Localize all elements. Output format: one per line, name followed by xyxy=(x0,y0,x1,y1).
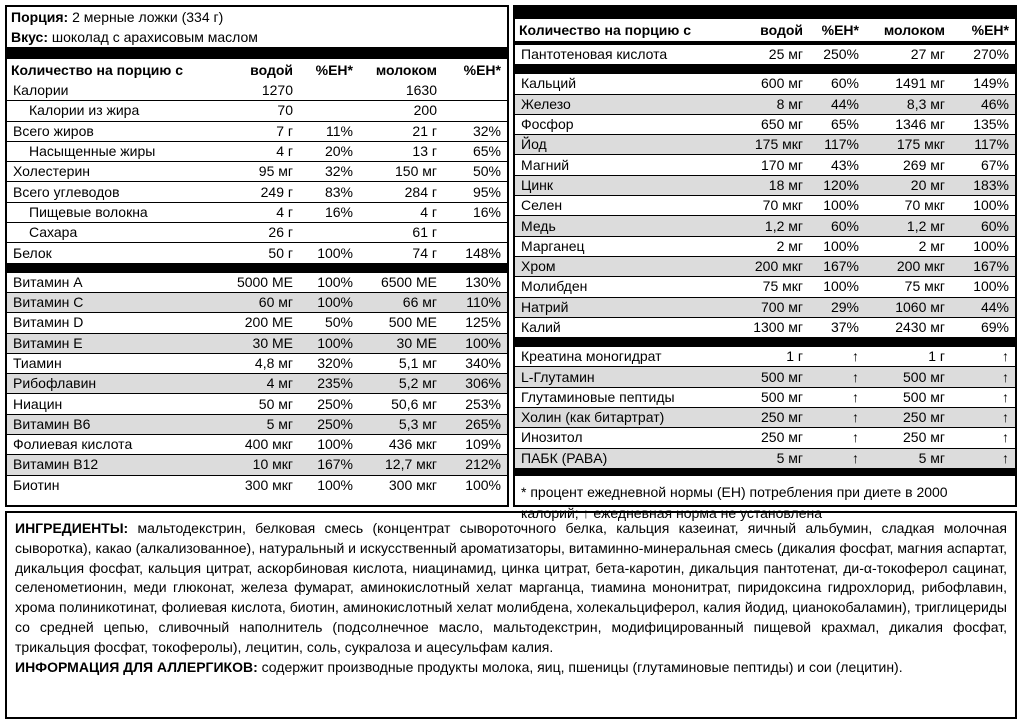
daily-value: 43% xyxy=(830,156,859,173)
daily-value: 167% xyxy=(809,257,865,276)
nutrient-name: Биотин xyxy=(13,476,60,493)
amount-water: 1,2 мг xyxy=(733,216,809,235)
nutrient-row xyxy=(7,293,507,312)
minerals-table xyxy=(515,74,1015,337)
daily-value: 212% xyxy=(443,455,507,474)
daily-value: 250% xyxy=(317,395,353,412)
amount-water: 1300 мг xyxy=(753,319,803,335)
daily-value: 100% xyxy=(317,476,353,493)
daily-value: 60% xyxy=(830,75,859,92)
amount-milk: 4 г xyxy=(420,203,437,220)
daily-value: 44% xyxy=(951,298,1015,317)
daily-value: 100% xyxy=(465,476,501,493)
amount-milk: 284 г xyxy=(404,183,437,200)
nutrient-name: Фолиевая кислота xyxy=(13,436,133,453)
daily-value: 250% xyxy=(299,415,359,434)
nutrient-name: Холестерин xyxy=(13,163,90,180)
daily-value xyxy=(443,101,507,120)
amount-water: 30 МЕ xyxy=(219,334,299,353)
thick-divider xyxy=(515,337,1015,347)
nutrient-row xyxy=(7,334,507,353)
nutrition-panel-left xyxy=(5,5,509,507)
nutrient-name: Калий xyxy=(521,319,561,335)
amount-water: 70 xyxy=(277,102,293,119)
daily-value: 16% xyxy=(472,203,501,220)
daily-value xyxy=(443,223,507,242)
amount-water: 1 г xyxy=(786,348,803,365)
amount-water: 4 г xyxy=(276,143,293,160)
column-header: Количество на порцию с водой %ЕН* молоком %ЕН* xyxy=(11,62,501,78)
amount-milk: 5,2 мг xyxy=(359,374,443,393)
serving-size: Порция: 2 мерные ложки (334 г) xyxy=(11,9,224,25)
nutrient-row xyxy=(7,455,507,474)
nutrient-name: Сахара xyxy=(29,224,78,241)
nutrient-row xyxy=(515,277,1015,296)
nutrient-name: Ниацин xyxy=(13,395,63,412)
daily-value: 110% xyxy=(443,293,507,312)
nutrient-name: Пантотеновая кислота xyxy=(521,46,668,63)
nutrient-row xyxy=(7,354,507,373)
nutrient-name: Хром xyxy=(515,257,733,276)
daily-value: 100% xyxy=(973,278,1009,295)
daily-value: 11% xyxy=(326,122,353,139)
amount-milk: 250 мг xyxy=(865,408,951,427)
nutrient-name: Железо xyxy=(515,95,733,114)
pantothenic-table xyxy=(515,45,1015,64)
amount-milk: 1,2 мг xyxy=(865,216,951,235)
nutrient-name: Всего жиров xyxy=(13,122,94,139)
nutrient-row xyxy=(7,101,507,120)
amount-water: 170 мг xyxy=(761,156,803,173)
allergy-label: ИНФОРМАЦИЯ ДЛЯ АЛЛЕРГИКОВ: xyxy=(15,658,258,675)
amount-water: 650 мг xyxy=(761,116,803,133)
daily-value: 250% xyxy=(823,46,859,63)
daily-value: 100% xyxy=(317,244,353,261)
amount-milk: 20 мг xyxy=(865,176,951,195)
amount-water: 249 г xyxy=(260,183,293,200)
daily-value: 65% xyxy=(472,143,501,160)
amount-milk: 500 МЕ xyxy=(388,314,437,331)
daily-value: 100% xyxy=(973,197,1009,214)
daily-value: 149% xyxy=(973,75,1009,92)
nutrient-name: Рибофлавин xyxy=(7,374,219,393)
nutrient-name: Калории из жира xyxy=(29,102,140,119)
daily-value: 183% xyxy=(951,176,1015,195)
amount-water: 7 г xyxy=(276,122,293,139)
amount-water: 2 мг xyxy=(776,237,803,254)
daily-value: 16% xyxy=(324,203,353,220)
daily-value: 109% xyxy=(465,436,501,453)
amount-milk: 66 мг xyxy=(359,293,443,312)
amount-water: 50 г xyxy=(268,244,293,261)
daily-value: 125% xyxy=(465,314,501,331)
ingredients-text: мальтодекстрин, белковая смесь (концентрат сывороточного белка, кальция казеинат, яичный альбумин, сладкая молочная сыворотка), какао (алкализованное), натуральный и искусственный ароматизаторы, витаминно-минеральная смесь (дикалия фосфат, магния аспартат, дикальция фосфат, кальция цитрат, аскорбиновая кислота, ниацинамид, цинка цитрат, бета-каротин, дикальция пантотенат, ди-α-токоферол сацинат, селенометионин, меди глюконат, железа фумарат, аминокислотный хелат марганца, тиамина мононитрат, пиридоксина гидрохлорид, рибофлавин, хрома полиникотинат, фолиевая кислота, биотин, аминокислотный хелат молибдена, холекальциферол, калия йодид, цианокобаламин), триглицериды со средней цепью, сливочный наполнитель (подсолнечное масло, мальтодекстрин, модифицированный пищевой крахмал, дикалия фосфат, трикальция фосфат, токоферолы), лецитин, соль, сукралоза и ацесульфам калия. xyxy=(15,520,1007,655)
daily-value: 235% xyxy=(299,374,359,393)
daily-value: 130% xyxy=(465,273,501,290)
amount-milk: 1630 xyxy=(405,82,437,99)
amount-water: 8 мг xyxy=(733,95,809,114)
daily-value: 69% xyxy=(980,319,1009,335)
nutrient-row xyxy=(515,155,1015,174)
supplements-table xyxy=(515,347,1015,468)
amount-milk: 500 мг xyxy=(865,367,951,386)
nutrient-row xyxy=(515,216,1015,235)
daily-value: ↑ xyxy=(852,429,859,446)
daily-value: 60% xyxy=(809,216,865,235)
daily-value: ↑ xyxy=(852,348,859,365)
daily-value: 270% xyxy=(973,46,1009,63)
amount-water: 10 мкг xyxy=(219,455,299,474)
nutrient-name: Пищевые волокна xyxy=(29,203,148,220)
daily-value: 20% xyxy=(324,143,353,160)
nutrient-name: Йод xyxy=(515,135,733,154)
amount-milk: 13 г xyxy=(412,143,437,160)
nutrient-name: Медь xyxy=(515,216,733,235)
nutrient-row xyxy=(7,223,507,242)
amount-water: 95 мг xyxy=(258,163,293,180)
daily-value xyxy=(299,81,359,100)
amount-water: 70 мкг xyxy=(762,197,803,214)
daily-value: 37% xyxy=(830,319,859,335)
nutrient-name: Витамин C xyxy=(7,293,219,312)
nutrition-table-left xyxy=(7,59,507,263)
amount-milk: 1491 мг xyxy=(895,75,945,92)
daily-value xyxy=(299,223,359,242)
amount-milk: 21 г xyxy=(412,122,437,139)
amount-milk: 200 мкг xyxy=(865,257,951,276)
nutrient-row xyxy=(515,318,1015,337)
amount-water: 75 мкг xyxy=(762,278,803,295)
nutrient-name: L-Глутамин xyxy=(515,367,733,386)
amount-water: 5 мг xyxy=(219,415,299,434)
nutrient-row xyxy=(7,313,507,332)
daily-value: 32% xyxy=(472,122,501,139)
amount-milk: 250 мг xyxy=(903,429,945,446)
amount-water: 250 мг xyxy=(733,408,809,427)
nutrient-name: Белок xyxy=(13,244,52,261)
amount-milk: 1 г xyxy=(928,348,945,365)
thick-divider xyxy=(515,64,1015,74)
daily-value: ↑ xyxy=(809,408,865,427)
daily-value: ↑ xyxy=(951,449,1015,468)
daily-value: ↑ xyxy=(951,367,1015,386)
daily-value: ↑ xyxy=(809,449,865,468)
nutrient-name: Марганец xyxy=(521,237,585,254)
flavor: Вкус: шоколад с арахисовым маслом xyxy=(11,29,258,45)
nutrient-row xyxy=(515,367,1015,386)
amount-milk: 12,7 мкг xyxy=(359,455,443,474)
amount-milk: 1346 мг xyxy=(895,116,945,133)
daily-value: 100% xyxy=(317,273,353,290)
nutrient-name: Насыщенные жиры xyxy=(29,143,156,160)
amount-water: 18 мг xyxy=(733,176,809,195)
thick-divider xyxy=(7,47,507,59)
amount-water: 600 мг xyxy=(761,75,803,92)
nutrient-name: Молибден xyxy=(521,278,588,295)
nutrient-name: ПАБК (PABA) xyxy=(515,449,733,468)
daily-value: 120% xyxy=(809,176,865,195)
daily-value: 95% xyxy=(472,183,501,200)
ingredients xyxy=(15,519,1007,658)
daily-value: 265% xyxy=(443,415,507,434)
amount-water: 1270 xyxy=(261,82,293,99)
amount-milk: 2 мг xyxy=(918,237,945,254)
column-header: Количество на порцию с водой %ЕН* молоком %ЕН* xyxy=(519,22,1009,38)
amount-water: 500 мг xyxy=(761,388,803,405)
daily-value: 253% xyxy=(465,395,501,412)
amount-milk: 150 мг xyxy=(395,163,437,180)
ingredients-label: ИНГРЕДИЕНТЫ: xyxy=(15,520,129,536)
nutrient-name: Всего углеводов xyxy=(13,183,120,200)
nutrient-name: Тиамин xyxy=(13,355,62,371)
daily-value: 65% xyxy=(830,116,859,133)
nutrient-row xyxy=(515,449,1015,468)
nutrient-name: Витамин B12 xyxy=(7,455,219,474)
nutrient-name: Глутаминовые пептиды xyxy=(521,388,675,405)
amount-water: 5000 МЕ xyxy=(236,273,293,290)
amount-milk: 74 г xyxy=(412,244,437,261)
vitamins-table xyxy=(7,273,507,495)
ingredients-panel xyxy=(5,511,1017,719)
nutrient-row xyxy=(7,182,507,201)
daily-value: 100% xyxy=(973,237,1009,254)
daily-value: 29% xyxy=(809,298,865,317)
thick-divider xyxy=(515,7,1015,19)
nutrient-row xyxy=(7,435,507,454)
amount-water: 400 мкг xyxy=(244,436,293,453)
nutrient-row xyxy=(515,298,1015,317)
daily-value: 100% xyxy=(823,278,859,295)
nutrient-name: Витамин E xyxy=(7,334,219,353)
nutrient-name: Инозитол xyxy=(521,429,583,446)
nutrient-row xyxy=(515,237,1015,256)
daily-value: ↑ xyxy=(852,388,859,405)
amount-milk: 1060 мг xyxy=(865,298,951,317)
nutrient-name: Селен xyxy=(521,197,563,214)
nutrient-row xyxy=(515,347,1015,366)
daily-value: 117% xyxy=(951,135,1015,154)
amount-water: 60 мг xyxy=(219,293,299,312)
amount-water: 4 г xyxy=(276,203,293,220)
nutrient-row xyxy=(515,74,1015,93)
daily-value: ↑ xyxy=(1002,429,1009,446)
nutrient-row xyxy=(515,176,1015,195)
nutrient-name: Креатина моногидрат xyxy=(521,348,662,365)
daily-value: 44% xyxy=(809,95,865,114)
daily-value: 167% xyxy=(951,257,1015,276)
daily-value xyxy=(443,81,507,100)
nutrient-name: Калории xyxy=(13,82,69,99)
amount-milk: 300 мкг xyxy=(388,476,437,493)
nutrient-row xyxy=(515,408,1015,427)
amount-water: 175 мкг xyxy=(733,135,809,154)
daily-value: 100% xyxy=(823,197,859,214)
daily-value: 46% xyxy=(951,95,1015,114)
amount-milk: 50,6 мг xyxy=(391,395,437,412)
amount-water: 50 мг xyxy=(258,395,293,412)
daily-value: 60% xyxy=(951,216,1015,235)
amount-water: 26 г xyxy=(268,224,293,241)
nutrient-row xyxy=(7,162,507,181)
amount-milk: 269 мг xyxy=(903,156,945,173)
daily-value: 100% xyxy=(443,334,507,353)
daily-value: 340% xyxy=(465,355,501,371)
daily-value: 306% xyxy=(443,374,507,393)
daily-value: ↑ xyxy=(1002,388,1009,405)
daily-value: 100% xyxy=(823,237,859,254)
amount-water: 200 мкг xyxy=(733,257,809,276)
nutrient-row xyxy=(515,428,1015,447)
daily-value: 83% xyxy=(324,183,353,200)
amount-milk: 8,3 мг xyxy=(865,95,951,114)
nutrient-name: Магний xyxy=(521,156,570,173)
amount-milk: 5,3 мг xyxy=(359,415,443,434)
nutrient-name: Витамин B6 xyxy=(7,415,219,434)
amount-water: 5 мг xyxy=(733,449,809,468)
amount-milk: 500 мг xyxy=(903,388,945,405)
nutrient-name: Витамин D xyxy=(13,314,84,331)
nutrient-row xyxy=(515,388,1015,407)
nutrition-table-right xyxy=(515,19,1015,41)
amount-milk: 30 МЕ xyxy=(359,334,443,353)
daily-value: 148% xyxy=(465,244,501,261)
daily-value: ↑ xyxy=(951,408,1015,427)
allergy-info xyxy=(15,658,1007,678)
nutrient-row xyxy=(7,374,507,393)
daily-value: 167% xyxy=(299,455,359,474)
amount-water: 700 мг xyxy=(733,298,809,317)
daily-value: 100% xyxy=(299,334,359,353)
nutrient-row xyxy=(515,45,1015,64)
amount-milk: 436 мкг xyxy=(388,436,437,453)
amount-milk: 5 мг xyxy=(865,449,951,468)
nutrient-name: Фосфор xyxy=(521,116,574,133)
nutrient-row xyxy=(7,203,507,222)
thick-divider xyxy=(515,468,1015,476)
amount-water: 250 мг xyxy=(761,429,803,446)
daily-value: 117% xyxy=(809,135,865,154)
daily-value: 135% xyxy=(973,116,1009,133)
nutrient-row xyxy=(7,476,507,495)
daily-value: 32% xyxy=(324,163,353,180)
nutrition-panel-right xyxy=(513,5,1017,521)
amount-milk: 75 мкг xyxy=(904,278,945,295)
daily-value: 67% xyxy=(980,156,1009,173)
amount-milk: 2430 мг xyxy=(895,319,945,335)
amount-water: 300 мкг xyxy=(244,476,293,493)
nutrient-row xyxy=(515,135,1015,154)
nutrient-row xyxy=(515,196,1015,215)
nutrient-name: Витамин A xyxy=(13,273,83,290)
nutrient-name: Натрий xyxy=(515,298,733,317)
nutrient-name: Цинк xyxy=(515,176,733,195)
amount-milk: 61 г xyxy=(412,224,437,241)
nutrient-row xyxy=(515,115,1015,134)
amount-water: 500 мг xyxy=(733,367,809,386)
allergy-text: содержит производные продукты молока, яиц, пшеницы (глутаминовые пептиды) и сои (лецитин). xyxy=(261,658,903,675)
amount-milk: 70 мкг xyxy=(904,197,945,214)
daily-value: ↑ xyxy=(1002,348,1009,365)
amount-milk: 27 мг xyxy=(910,46,945,63)
nutrient-row xyxy=(7,243,507,262)
nutrient-row xyxy=(7,394,507,413)
daily-value: 50% xyxy=(472,163,501,180)
daily-value: 100% xyxy=(299,293,359,312)
nutrient-row xyxy=(7,142,507,161)
nutrient-name: Кальций xyxy=(521,75,577,92)
amount-milk: 175 мкг xyxy=(865,135,951,154)
daily-value: 320% xyxy=(317,355,353,371)
thick-divider xyxy=(7,263,507,273)
amount-water: 200 МЕ xyxy=(244,314,293,331)
daily-value: 100% xyxy=(317,436,353,453)
daily-value: 50% xyxy=(324,314,353,331)
footnote: * процент ежедневной нормы (ЕН) потребления при диете в 2000 калорий; ↑ ежедневная норма не установлена xyxy=(521,483,948,521)
nutrient-row xyxy=(7,81,507,100)
nutrient-row xyxy=(7,273,507,292)
daily-value: ↑ xyxy=(809,367,865,386)
amount-water: 25 мг xyxy=(768,46,803,63)
nutrient-row xyxy=(7,415,507,434)
daily-value xyxy=(299,101,359,120)
amount-milk: 6500 МЕ xyxy=(380,273,437,290)
nutrient-row xyxy=(7,122,507,141)
amount-milk: 200 xyxy=(413,102,437,119)
nutrient-name: Холин (как битартрат) xyxy=(515,408,733,427)
nutrient-row xyxy=(515,257,1015,276)
amount-milk: 5,1 мг xyxy=(398,355,437,371)
amount-water: 4 мг xyxy=(219,374,299,393)
nutrient-row xyxy=(515,95,1015,114)
amount-water: 4,8 мг xyxy=(254,355,293,371)
